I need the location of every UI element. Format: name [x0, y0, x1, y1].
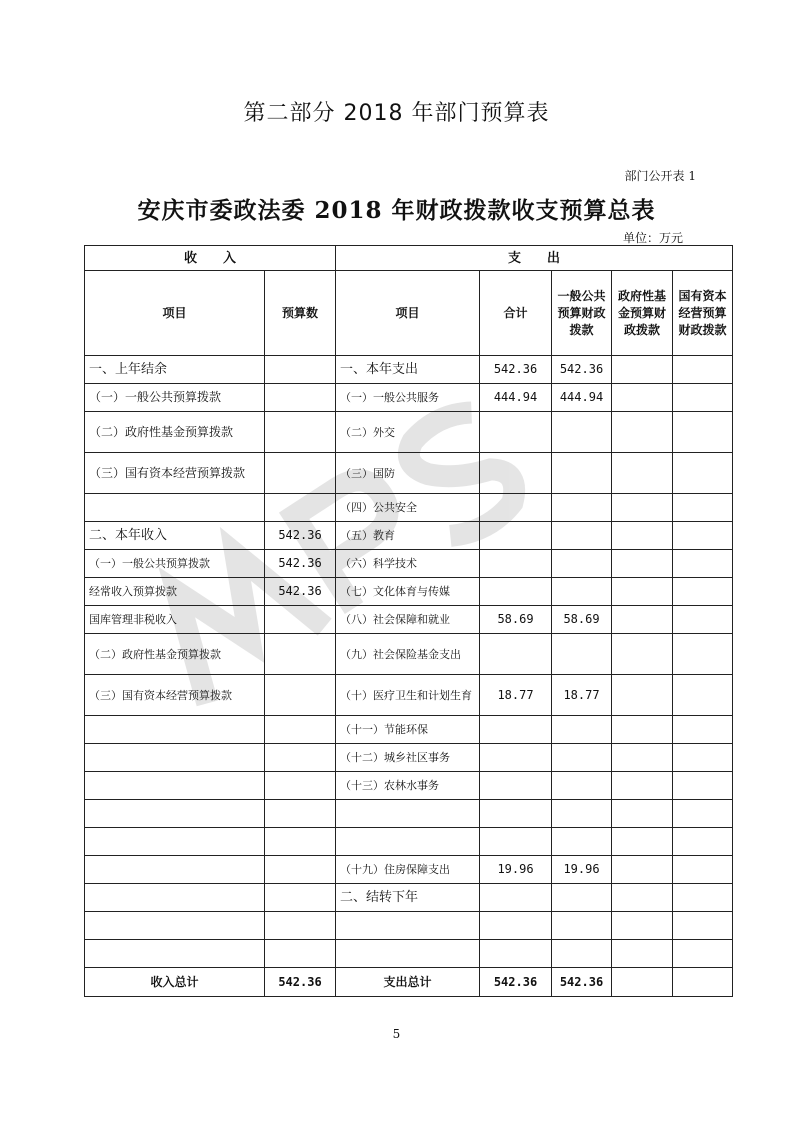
expense-state-capital [673, 828, 733, 856]
income-value [265, 356, 336, 384]
expense-header: 支 出 [336, 246, 733, 271]
expense-total-general: 542.36 [552, 968, 612, 997]
expense-state-capital [673, 634, 733, 675]
expense-gov-fund [612, 634, 673, 675]
table-row [85, 856, 733, 884]
expense-gov-fund [612, 675, 673, 716]
expense-gov-fund [612, 412, 673, 453]
expense-gov-fund [612, 912, 673, 940]
expense-general [552, 716, 612, 744]
table-row [85, 940, 733, 968]
income-value [265, 675, 336, 716]
income-value [265, 384, 336, 412]
expense-item: （十）医疗卫生和计划生育 [336, 675, 480, 716]
expense-item: （十一）节能环保 [336, 716, 480, 744]
col-expense-total: 合计 [480, 271, 552, 356]
expense-item: （二）外交 [336, 412, 480, 453]
expense-general [552, 912, 612, 940]
expense-general [552, 828, 612, 856]
expense-total: 19.96 [480, 856, 552, 884]
income-value [265, 912, 336, 940]
expense-total [480, 494, 552, 522]
expense-gov-fund [612, 800, 673, 828]
expense-item: （五）教育 [336, 522, 480, 550]
expense-gov-fund [612, 578, 673, 606]
expense-general: 542.36 [552, 356, 612, 384]
income-value [265, 453, 336, 494]
income-value [265, 744, 336, 772]
table-row [85, 800, 733, 828]
income-item [85, 744, 265, 772]
expense-total [480, 453, 552, 494]
expense-item [336, 800, 480, 828]
expense-total: 58.69 [480, 606, 552, 634]
expense-state-capital [673, 550, 733, 578]
income-item [85, 800, 265, 828]
income-value [265, 716, 336, 744]
table-row [85, 716, 733, 744]
expense-state-capital [673, 856, 733, 884]
table-row [85, 828, 733, 856]
expense-gov-fund [612, 453, 673, 494]
expense-total [480, 744, 552, 772]
expense-gov-fund [612, 384, 673, 412]
expense-item [336, 940, 480, 968]
expense-general: 58.69 [552, 606, 612, 634]
expense-state-capital [673, 884, 733, 912]
expense-total [480, 800, 552, 828]
expense-item: （六）科学技术 [336, 550, 480, 578]
expense-state-capital [673, 606, 733, 634]
table-number: 部门公开表 1 [624, 169, 696, 183]
expense-gov-fund [612, 606, 673, 634]
unit-label: 单位：万元 [622, 231, 683, 245]
income-item: 一、上年结余 [85, 356, 265, 384]
expense-total [480, 884, 552, 912]
expense-gov-fund [612, 356, 673, 384]
expense-general [552, 578, 612, 606]
income-item [85, 494, 265, 522]
page-number: 5 [392, 1027, 401, 1041]
income-total-label: 收入总计 [85, 968, 265, 997]
expense-total: 444.94 [480, 384, 552, 412]
income-item: 国库管理非税收入 [85, 606, 265, 634]
expense-state-capital [673, 384, 733, 412]
expense-item: （十九）住房保障支出 [336, 856, 480, 884]
expense-item: 二、结转下年 [336, 884, 480, 912]
totals-row [85, 968, 733, 997]
expense-item: （九）社会保险基金支出 [336, 634, 480, 675]
expense-state-capital [673, 412, 733, 453]
expense-general [552, 772, 612, 800]
income-item: （三）国有资本经营预算拨款 [85, 675, 265, 716]
expense-state-capital [673, 800, 733, 828]
income-item: （二）政府性基金预算拨款 [85, 412, 265, 453]
expense-gov-fund [612, 744, 673, 772]
expense-total [480, 912, 552, 940]
income-value [265, 800, 336, 828]
table-row [85, 453, 733, 494]
expense-item [336, 912, 480, 940]
table-row [85, 634, 733, 675]
expense-total [480, 940, 552, 968]
table-row [85, 412, 733, 453]
table-row [85, 772, 733, 800]
budget-table [84, 245, 733, 997]
expense-general: 444.94 [552, 384, 612, 412]
expense-total [480, 412, 552, 453]
expense-state-capital [673, 453, 733, 494]
income-value [265, 884, 336, 912]
expense-total [480, 550, 552, 578]
income-item [85, 912, 265, 940]
expense-gov-fund [612, 884, 673, 912]
expense-gov-fund [612, 772, 673, 800]
income-value [265, 634, 336, 675]
table-row [85, 384, 733, 412]
income-value [265, 828, 336, 856]
income-item [85, 884, 265, 912]
expense-total [480, 522, 552, 550]
income-value: 542.36 [265, 522, 336, 550]
income-item [85, 856, 265, 884]
expense-total [480, 772, 552, 800]
expense-state-capital [673, 356, 733, 384]
table-row [85, 356, 733, 384]
income-value [265, 606, 336, 634]
table-row [85, 675, 733, 716]
income-value: 542.36 [265, 578, 336, 606]
expense-gov-fund [612, 716, 673, 744]
income-item [85, 772, 265, 800]
expense-general [552, 634, 612, 675]
income-value: 542.36 [265, 550, 336, 578]
expense-item: （四）公共安全 [336, 494, 480, 522]
expense-state-capital [673, 578, 733, 606]
expense-gov-fund [612, 494, 673, 522]
expense-general [552, 494, 612, 522]
expense-item: （七）文化体育与传媒 [336, 578, 480, 606]
expense-state-capital [673, 522, 733, 550]
income-item: （二）政府性基金预算拨款 [85, 634, 265, 675]
col-general-budget: 一般公共预算财政拨款 [552, 271, 612, 356]
expense-total [480, 578, 552, 606]
table-row [85, 912, 733, 940]
expense-general [552, 522, 612, 550]
col-gov-fund: 政府性基金预算财政拨款 [612, 271, 673, 356]
expense-item [336, 828, 480, 856]
expense-total [480, 716, 552, 744]
expense-general [552, 412, 612, 453]
income-item: 二、本年收入 [85, 522, 265, 550]
table-row [85, 884, 733, 912]
income-value [265, 772, 336, 800]
part-title: 第二部分 2018 年部门预算表 [243, 101, 550, 126]
income-item [85, 828, 265, 856]
expense-state-capital [673, 912, 733, 940]
expense-item: （三）国防 [336, 453, 480, 494]
expense-general [552, 800, 612, 828]
income-total-value: 542.36 [265, 968, 336, 997]
expense-total [480, 634, 552, 675]
expense-state-capital [673, 940, 733, 968]
expense-state-capital [673, 772, 733, 800]
table-row [85, 494, 733, 522]
expense-item: （一）一般公共服务 [336, 384, 480, 412]
expense-gov-fund [612, 940, 673, 968]
expense-total-label: 支出总计 [336, 968, 480, 997]
expense-total: 18.77 [480, 675, 552, 716]
income-item: （一）一般公共预算拨款 [85, 384, 265, 412]
expense-gov-fund [612, 856, 673, 884]
expense-gov-fund [612, 550, 673, 578]
table-row [85, 550, 733, 578]
expense-general [552, 550, 612, 578]
income-value [265, 856, 336, 884]
expense-state-capital [673, 716, 733, 744]
income-item: （一）一般公共预算拨款 [85, 550, 265, 578]
income-value [265, 940, 336, 968]
table-row [85, 578, 733, 606]
expense-item: 一、本年支出 [336, 356, 480, 384]
income-item: （三）国有资本经营预算拨款 [85, 453, 265, 494]
income-item [85, 716, 265, 744]
col-income-item: 项目 [85, 271, 265, 356]
expense-general: 18.77 [552, 675, 612, 716]
col-expense-item: 项目 [336, 271, 480, 356]
income-item: 经常收入预算拨款 [85, 578, 265, 606]
expense-general [552, 884, 612, 912]
expense-total: 542.36 [480, 356, 552, 384]
income-header: 收 入 [85, 246, 336, 271]
table-row [85, 522, 733, 550]
expense-state-capital [673, 494, 733, 522]
expense-total-sum: 542.36 [480, 968, 552, 997]
expense-item: （八）社会保障和就业 [336, 606, 480, 634]
expense-gov-fund [612, 522, 673, 550]
expense-total [480, 828, 552, 856]
table-row [85, 744, 733, 772]
income-value [265, 494, 336, 522]
table-title: 安庆市委政法委 2018 年财政拨款收支预算总表 [137, 197, 656, 224]
expense-general [552, 744, 612, 772]
expense-item: （十二）城乡社区事务 [336, 744, 480, 772]
expense-item: （十三）农林水事务 [336, 772, 480, 800]
income-item [85, 940, 265, 968]
expense-total-state-capital [673, 968, 733, 997]
expense-state-capital [673, 744, 733, 772]
expense-general [552, 940, 612, 968]
expense-state-capital [673, 675, 733, 716]
col-income-budget: 预算数 [265, 271, 336, 356]
expense-general [552, 453, 612, 494]
expense-general: 19.96 [552, 856, 612, 884]
expense-total-gov-fund [612, 968, 673, 997]
col-state-capital: 国有资本经营预算财政拨款 [673, 271, 733, 356]
table-row [85, 606, 733, 634]
income-value [265, 412, 336, 453]
expense-gov-fund [612, 828, 673, 856]
